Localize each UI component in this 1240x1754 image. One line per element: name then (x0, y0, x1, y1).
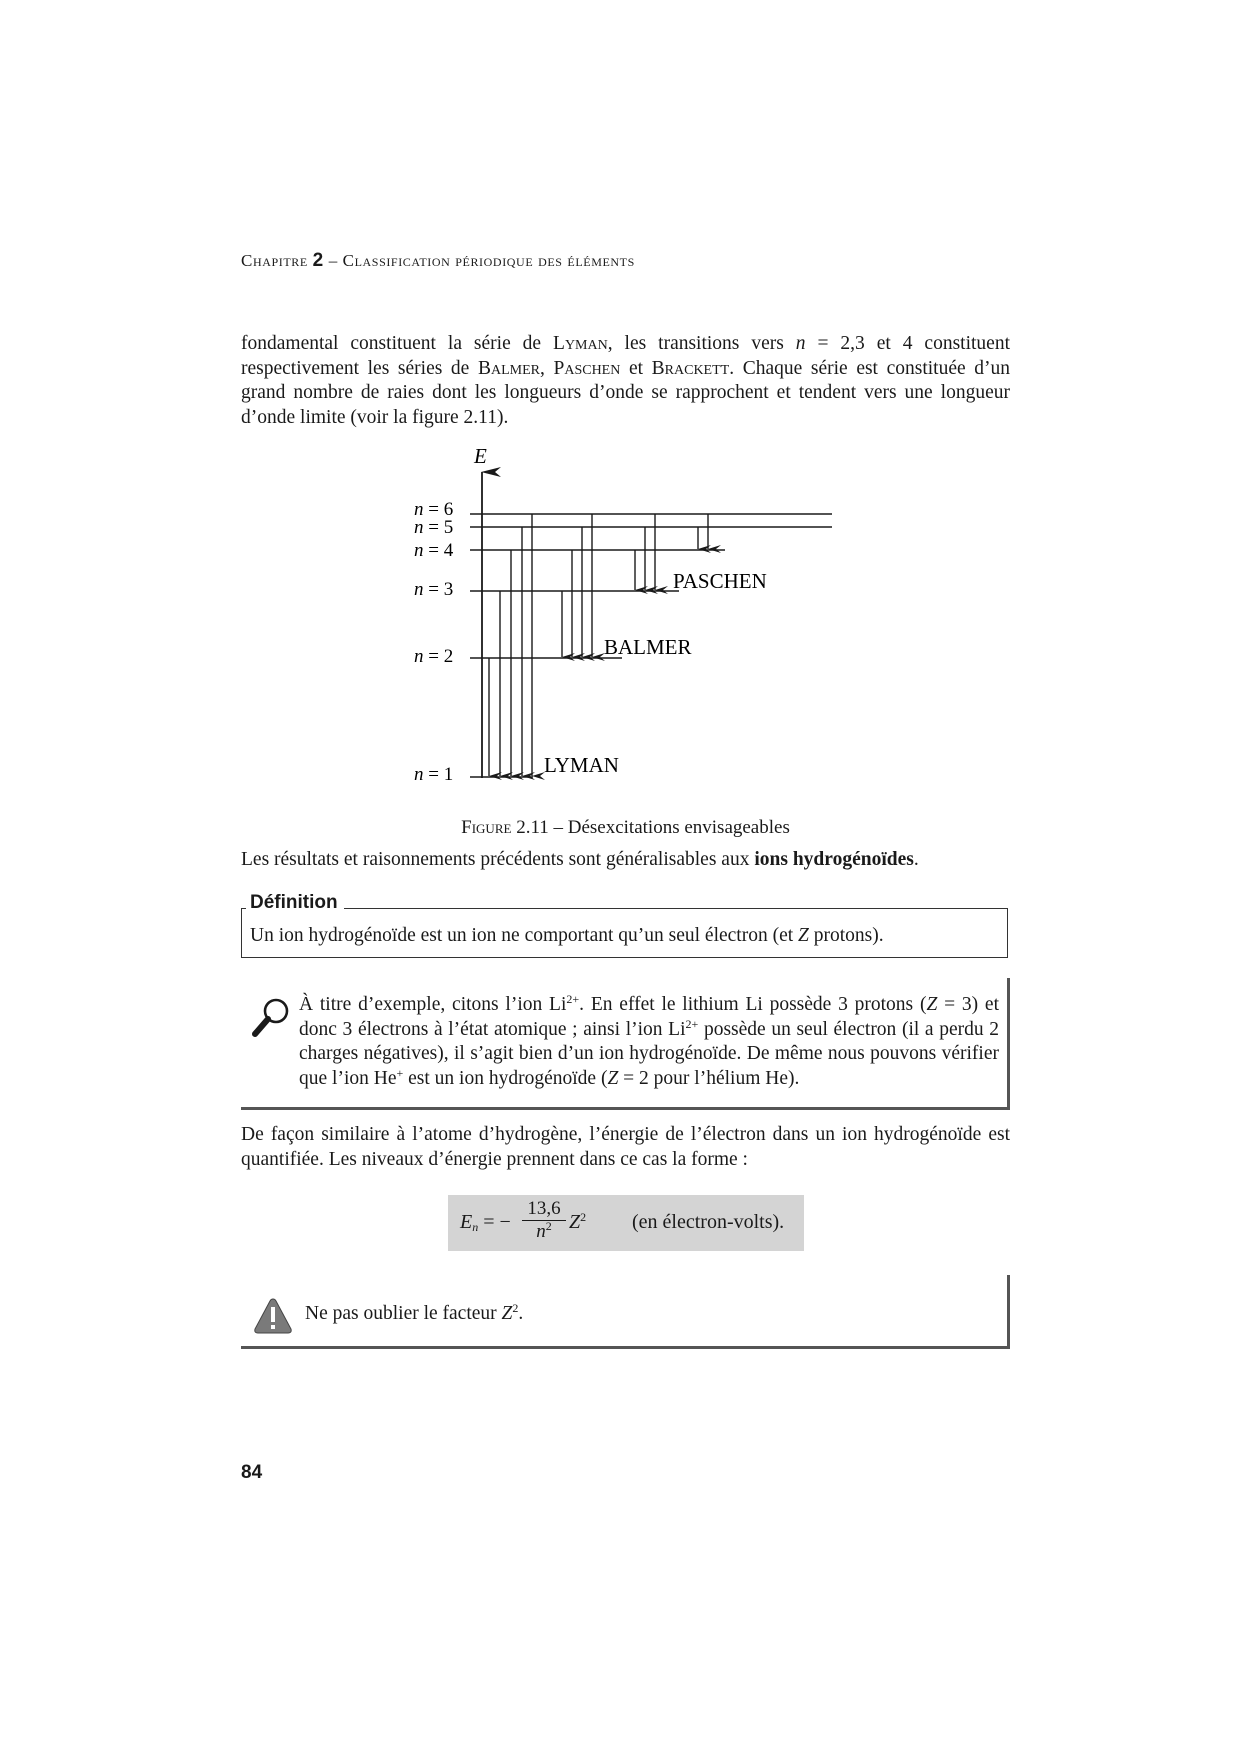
paschen-transitions (635, 514, 655, 590)
name-balmer: Balmer (477, 357, 540, 379)
running-header (241, 250, 635, 272)
var-n: n (795, 333, 806, 354)
para1-text-4: . Chaque série est constituée d’un grand nombre de raies dont les longueurs d’onde se rapprochent et tendent vers une longueur d’onde limite (voir la figure 2.11). (241, 357, 1011, 428)
lyman-transitions (489, 514, 532, 776)
page-number: 84 (241, 1462, 263, 1483)
formula-unit: (en électron-volts). (632, 1211, 785, 1233)
magnifier-icon (249, 996, 293, 1040)
para1-et: et (620, 357, 652, 379)
example-sup-1: 2+ (566, 992, 580, 1006)
paragraph-generalization (241, 848, 1010, 873)
example-sup-2: 2+ (685, 1016, 699, 1031)
example-text-2: . En effet le lithium Li possède 3 protons ( (579, 994, 927, 1015)
warning-rule-right (1007, 1275, 1010, 1349)
axis-label-e: E (474, 444, 487, 468)
formula-z (569, 1211, 586, 1234)
para2-text: Les résultats et raisonnements précédents sont généralisables aux (241, 849, 755, 870)
para1-text-3: = 2,3 et 4 constituent respectivement les séries de (241, 333, 1011, 379)
brackett-transitions (698, 514, 708, 549)
formula-lhs (460, 1211, 511, 1234)
warning-icon (253, 1297, 293, 1335)
chapter-title: Classification périodique des éléments (342, 251, 635, 270)
warning-box (241, 1275, 1010, 1349)
var-z: Z (798, 925, 809, 946)
warning-end: . (518, 1303, 524, 1324)
example-text-5: est un ion hydrogénoïde ( (403, 1067, 608, 1089)
level-label-4: n = 4 (414, 540, 454, 561)
paragraph-quantified (241, 1123, 1010, 1172)
formula-fraction (522, 1198, 566, 1243)
warning-rule-bottom (241, 1346, 1010, 1349)
definition-text (250, 925, 884, 947)
formula-den-n: n (536, 1221, 546, 1242)
warning-text (305, 1303, 523, 1325)
energy-formula (448, 1195, 804, 1251)
series-label-lyman: LYMAN (544, 753, 619, 777)
example-var-z2: Z (607, 1067, 619, 1089)
para1-comma: , (539, 357, 554, 379)
series-label-balmer: BALMER (604, 635, 692, 659)
example-var-z1: Z (926, 994, 938, 1015)
example-text (299, 993, 999, 1091)
para2-bold: ions hydrogénoïdes (754, 849, 914, 870)
warning-exp: 2 (512, 1301, 519, 1315)
energy-level-diagram (400, 440, 850, 800)
para2-end: . (913, 849, 919, 870)
balmer-transitions (562, 514, 592, 657)
formula-numerator: 13,6 (522, 1198, 566, 1221)
para1-text-1: fondamental constituent la série de (241, 333, 554, 354)
figure-caption (241, 817, 1010, 839)
chapter-word: Chapitre (241, 251, 308, 270)
paragraph-series (241, 332, 1010, 430)
definition-text-1: Un ion hydrogénoïde est un ion ne comportant qu’un seul électron (et (250, 925, 799, 946)
series-label-paschen: PASCHEN (673, 569, 767, 593)
definition-title: Définition (246, 892, 344, 914)
formula-e-sub: n (472, 1220, 479, 1234)
example-text-3: = 3) et donc 3 électrons à l’état atomique ; ainsi l’ion Li (299, 994, 999, 1040)
example-box (241, 978, 1010, 1110)
caption-word: Figure (461, 817, 512, 838)
para1-text-2: , les transitions vers (607, 333, 796, 354)
formula-e: E (460, 1211, 473, 1233)
chapter-number: 2 (312, 250, 324, 271)
definition-text-2: protons). (808, 925, 884, 946)
formula-eq: = − (478, 1211, 511, 1233)
name-lyman: Lyman (553, 333, 608, 354)
name-paschen: Paschen (553, 357, 621, 379)
level-label-5: n = 5 (414, 517, 454, 538)
warning-var-z: Z (501, 1303, 513, 1324)
name-brackett: Brackett (651, 357, 730, 379)
example-text-1: À titre d’exemple, citons l’ion Li (299, 994, 567, 1015)
example-sup-3: + (396, 1065, 404, 1080)
header-separator: – (323, 251, 343, 270)
formula-den-exp: 2 (545, 1219, 552, 1233)
example-text-6: = 2 pour l’hélium He). (618, 1067, 800, 1089)
level-label-6: n = 6 (414, 499, 454, 520)
formula-z-exp: 2 (580, 1210, 587, 1224)
warning-text-1: Ne pas oublier le facteur (305, 1303, 502, 1324)
level-label-2: n = 2 (414, 646, 454, 667)
caption-text: 2.11 – Désexcitations envisageables (511, 817, 790, 838)
example-text-4: possède un seul électron (il a perdu 2 charges négatives), il s’agit bien d’un ion hydrogénoïde. De même nous pouvons vérifier que l’ion He (299, 1018, 1000, 1089)
formula-z-var: Z (569, 1211, 581, 1233)
level-label-3: n = 3 (414, 579, 454, 600)
level-label-1: n = 1 (414, 764, 454, 785)
example-rule-right (1007, 978, 1010, 1110)
example-rule-bottom (241, 1107, 1010, 1110)
para3-text: De façon similaire à l’atome d’hydrogène, l’énergie de l’électron dans un ion hydrogénoïde est quantifiée. Les niveaux d’énergie prennent dans ce cas la forme : (241, 1124, 1010, 1170)
